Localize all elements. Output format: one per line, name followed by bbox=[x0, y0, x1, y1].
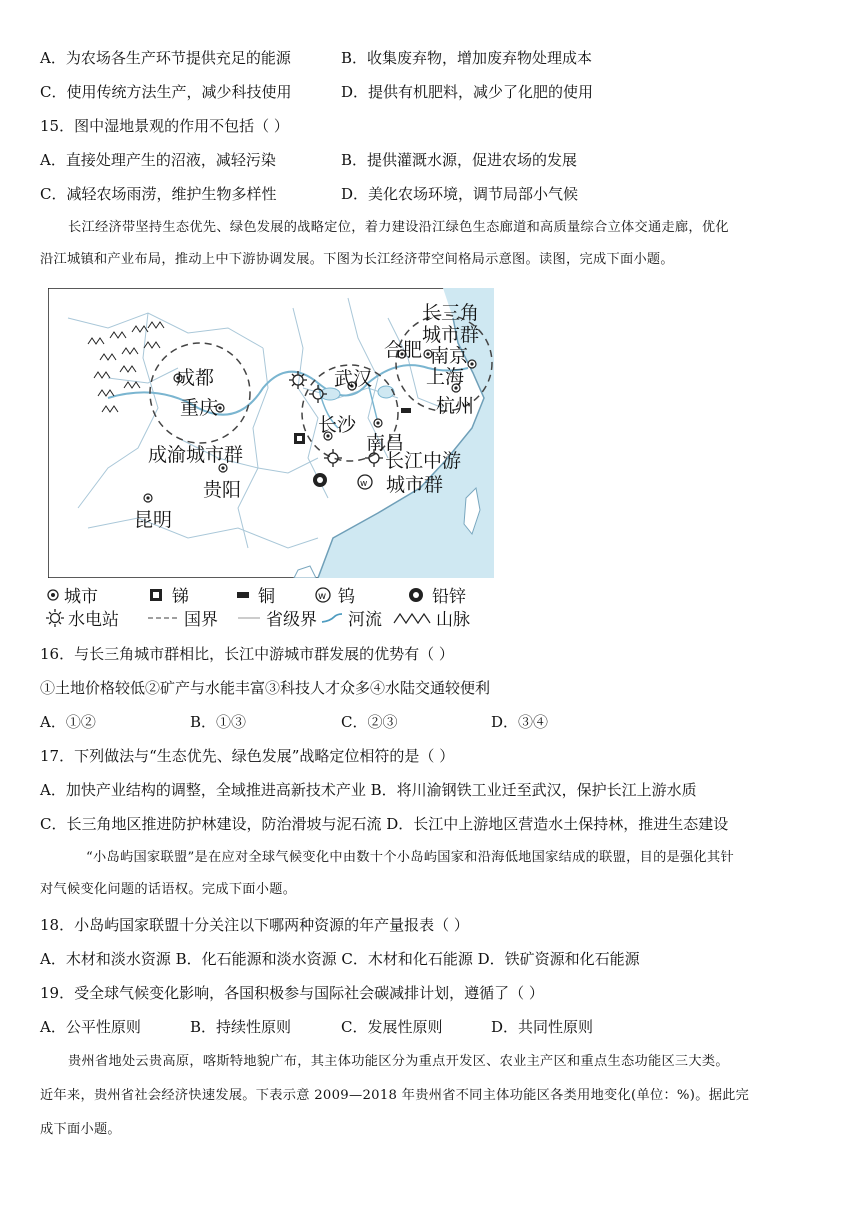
q17-options-line2: C．长三角地区推进防护林建设，防治滑坡与泥石流 D．长江中上游地区营造水土保持林，推进生态建设 bbox=[40, 815, 729, 833]
mountain-legend-icon bbox=[392, 610, 432, 626]
intro-islands-line1: “小岛屿国家联盟”是在应对全球气候变化中由数十个小岛屿国家和沿海低地国家结成的联盟，目的是强化其针 bbox=[86, 850, 734, 865]
map-label-shanghai: 上海 bbox=[426, 366, 465, 388]
q14-option-c: C．使用传统方法生产，减少科技使用 bbox=[40, 83, 292, 101]
q16-option-a: A．①② bbox=[40, 713, 96, 731]
q17-options-line1: A．加快产业结构的调整，全域推进高新技术产业 B．将川渝钢铁工业迁至武汉，保护长江上游水质 bbox=[40, 781, 697, 799]
intro-guizhou-line1: 贵州省地处云贵高原，喀斯特地貌广布，其主体功能区分为重点开发区、农业主产区和重点生态功能区三大类。 bbox=[68, 1054, 729, 1069]
legend-river bbox=[320, 605, 382, 630]
q16-option-d: D．③④ bbox=[491, 713, 549, 731]
legend-hydro bbox=[46, 605, 119, 630]
map-legend bbox=[46, 580, 486, 628]
q15-option-d: D．美化农场环境，调节局部小气候 bbox=[341, 185, 579, 203]
q18-options: A．木材和淡水资源 B．化石能源和淡水资源 C．木材和化石能源 D．铁矿资源和化石能源 bbox=[40, 950, 640, 968]
city-icon bbox=[46, 588, 60, 602]
q16-choices: ①土地价格较低②矿产与水能丰富③科技人才众多④水陆交通较便利 bbox=[40, 679, 491, 697]
map-label-hefei: 合肥 bbox=[384, 339, 423, 361]
q15-option-a: A．直接处理产生的沼液，减轻污染 bbox=[40, 151, 276, 169]
q18-stem: 18．小岛屿国家联盟十分关注以下哪两种资源的年产量报表（ ） bbox=[40, 916, 469, 934]
map-label-chongqing: 重庆 bbox=[180, 397, 219, 419]
legend-antimony bbox=[146, 582, 189, 607]
province-border-legend-icon bbox=[236, 611, 262, 625]
legend-copper-label: 铜 bbox=[258, 587, 275, 607]
legend-province-border bbox=[236, 605, 317, 630]
map-label-mid-cluster-1: 长江中游 bbox=[385, 450, 462, 472]
copper-legend-icon bbox=[232, 588, 254, 602]
legend-city-label: 城市 bbox=[64, 587, 98, 607]
map-label-changsha: 长沙 bbox=[318, 414, 357, 436]
map-label-mid-cluster-2: 城市群 bbox=[386, 474, 444, 496]
leadzinc-legend-icon bbox=[406, 587, 428, 603]
tungsten-icon-glyph: w bbox=[360, 479, 368, 489]
copper-icon bbox=[401, 408, 411, 413]
q19-stem: 19．受全球气候变化影响，各国积极参与国际社会碳减排计划，遵循了（ ） bbox=[40, 984, 544, 1002]
map-label-nanjing: 南京 bbox=[430, 345, 469, 367]
yangtze-economic-belt-map bbox=[48, 288, 494, 578]
legend-leadzinc bbox=[406, 582, 466, 607]
intro-yangtze-line1: 长江经济带坚持生态优先、绿色发展的战略定位，着力建设沿江绿色生态廊道和高质量综合立体交通走廊，优化 bbox=[68, 220, 729, 235]
legend-national-border bbox=[146, 605, 218, 630]
q15-option-b: B．提供灌溉水源，促进农场的发展 bbox=[341, 151, 578, 169]
q15-stem: 15．图中湿地景观的作用不包括（ ） bbox=[40, 117, 289, 135]
q16-option-b: B．①③ bbox=[190, 713, 247, 731]
legend-city bbox=[46, 582, 98, 607]
legend-river-label: 河流 bbox=[348, 610, 382, 630]
antimony-icon-inner bbox=[297, 436, 302, 441]
legend-tungsten-label: 钨 bbox=[338, 587, 355, 607]
q14-option-b: B．收集废弃物，增加废弃物处理成本 bbox=[341, 49, 593, 67]
legend-copper bbox=[232, 582, 275, 607]
national-border-legend-icon bbox=[146, 611, 180, 625]
legend-hydro-label: 水电站 bbox=[68, 610, 119, 630]
map-label-chengyu-cluster: 成渝城市群 bbox=[148, 444, 244, 466]
lead-zinc-icon-inner bbox=[317, 477, 323, 483]
q15-option-c: C．减轻农场雨涝，维护生物多样性 bbox=[40, 185, 277, 203]
map-label-chengdu: 成都 bbox=[176, 367, 215, 389]
legend-antimony-label: 锑 bbox=[172, 587, 189, 607]
q16-option-c: C．②③ bbox=[341, 713, 398, 731]
q19-option-c: C．发展性原则 bbox=[341, 1018, 443, 1036]
legend-leadzinc-label: 铅锌 bbox=[432, 587, 466, 607]
q19-option-b: B．持续性原则 bbox=[190, 1018, 292, 1036]
legend-mountain-label: 山脉 bbox=[436, 610, 470, 630]
legend-tungsten bbox=[314, 582, 355, 607]
map-label-kunming: 昆明 bbox=[134, 509, 173, 531]
legend-province-border-label: 省级界 bbox=[266, 610, 317, 630]
map-label-yrd-cluster-1: 长三角 bbox=[422, 302, 480, 324]
svg-text:w: w bbox=[318, 590, 327, 602]
intro-islands-line2: 对气候变化问题的话语权。完成下面小题。 bbox=[40, 882, 297, 897]
q16-stem: 16．与长三角城市群相比，长江中游城市群发展的优势有（ ） bbox=[40, 645, 454, 663]
lake bbox=[378, 386, 394, 398]
map-label-nanchang: 南昌 bbox=[366, 432, 405, 454]
q14-option-d: D．提供有机肥料，减少了化肥的使用 bbox=[341, 83, 594, 101]
map-label-guiyang: 贵阳 bbox=[203, 479, 242, 501]
intro-guizhou-line3: 成下面小题。 bbox=[40, 1122, 121, 1137]
tungsten-legend-icon bbox=[314, 587, 334, 603]
hydro-legend-icon bbox=[46, 609, 64, 627]
q19-option-a: A．公平性原则 bbox=[40, 1018, 141, 1036]
map-label-hangzhou: 杭州 bbox=[436, 395, 475, 417]
map-label-yrd-cluster-2: 城市群 bbox=[422, 324, 480, 346]
q19-option-d: D．共同性原则 bbox=[491, 1018, 594, 1036]
q14-option-a: A．为农场各生产环节提供充足的能源 bbox=[40, 49, 291, 67]
legend-mountain bbox=[392, 605, 470, 630]
intro-guizhou-line2: 近年来，贵州省社会经济快速发展。下表示意 2009—2018 年贵州省不同主体功能区各类用地变化(单位：%)。据此完 bbox=[40, 1088, 750, 1103]
legend-national-border-label: 国界 bbox=[184, 610, 218, 630]
antimony-legend-icon bbox=[146, 588, 168, 602]
map-label-wuhan: 武汉 bbox=[334, 368, 373, 390]
river-legend-icon bbox=[320, 611, 344, 625]
intro-yangtze-line2: 沿江城镇和产业布局，推动上中下游协调发展。下图为长江经济带空间格局示意图。读图，完成下面小题。 bbox=[40, 252, 674, 267]
q17-stem: 17．下列做法与“生态优先、绿色发展”战略定位相符的是（ ） bbox=[40, 747, 455, 765]
